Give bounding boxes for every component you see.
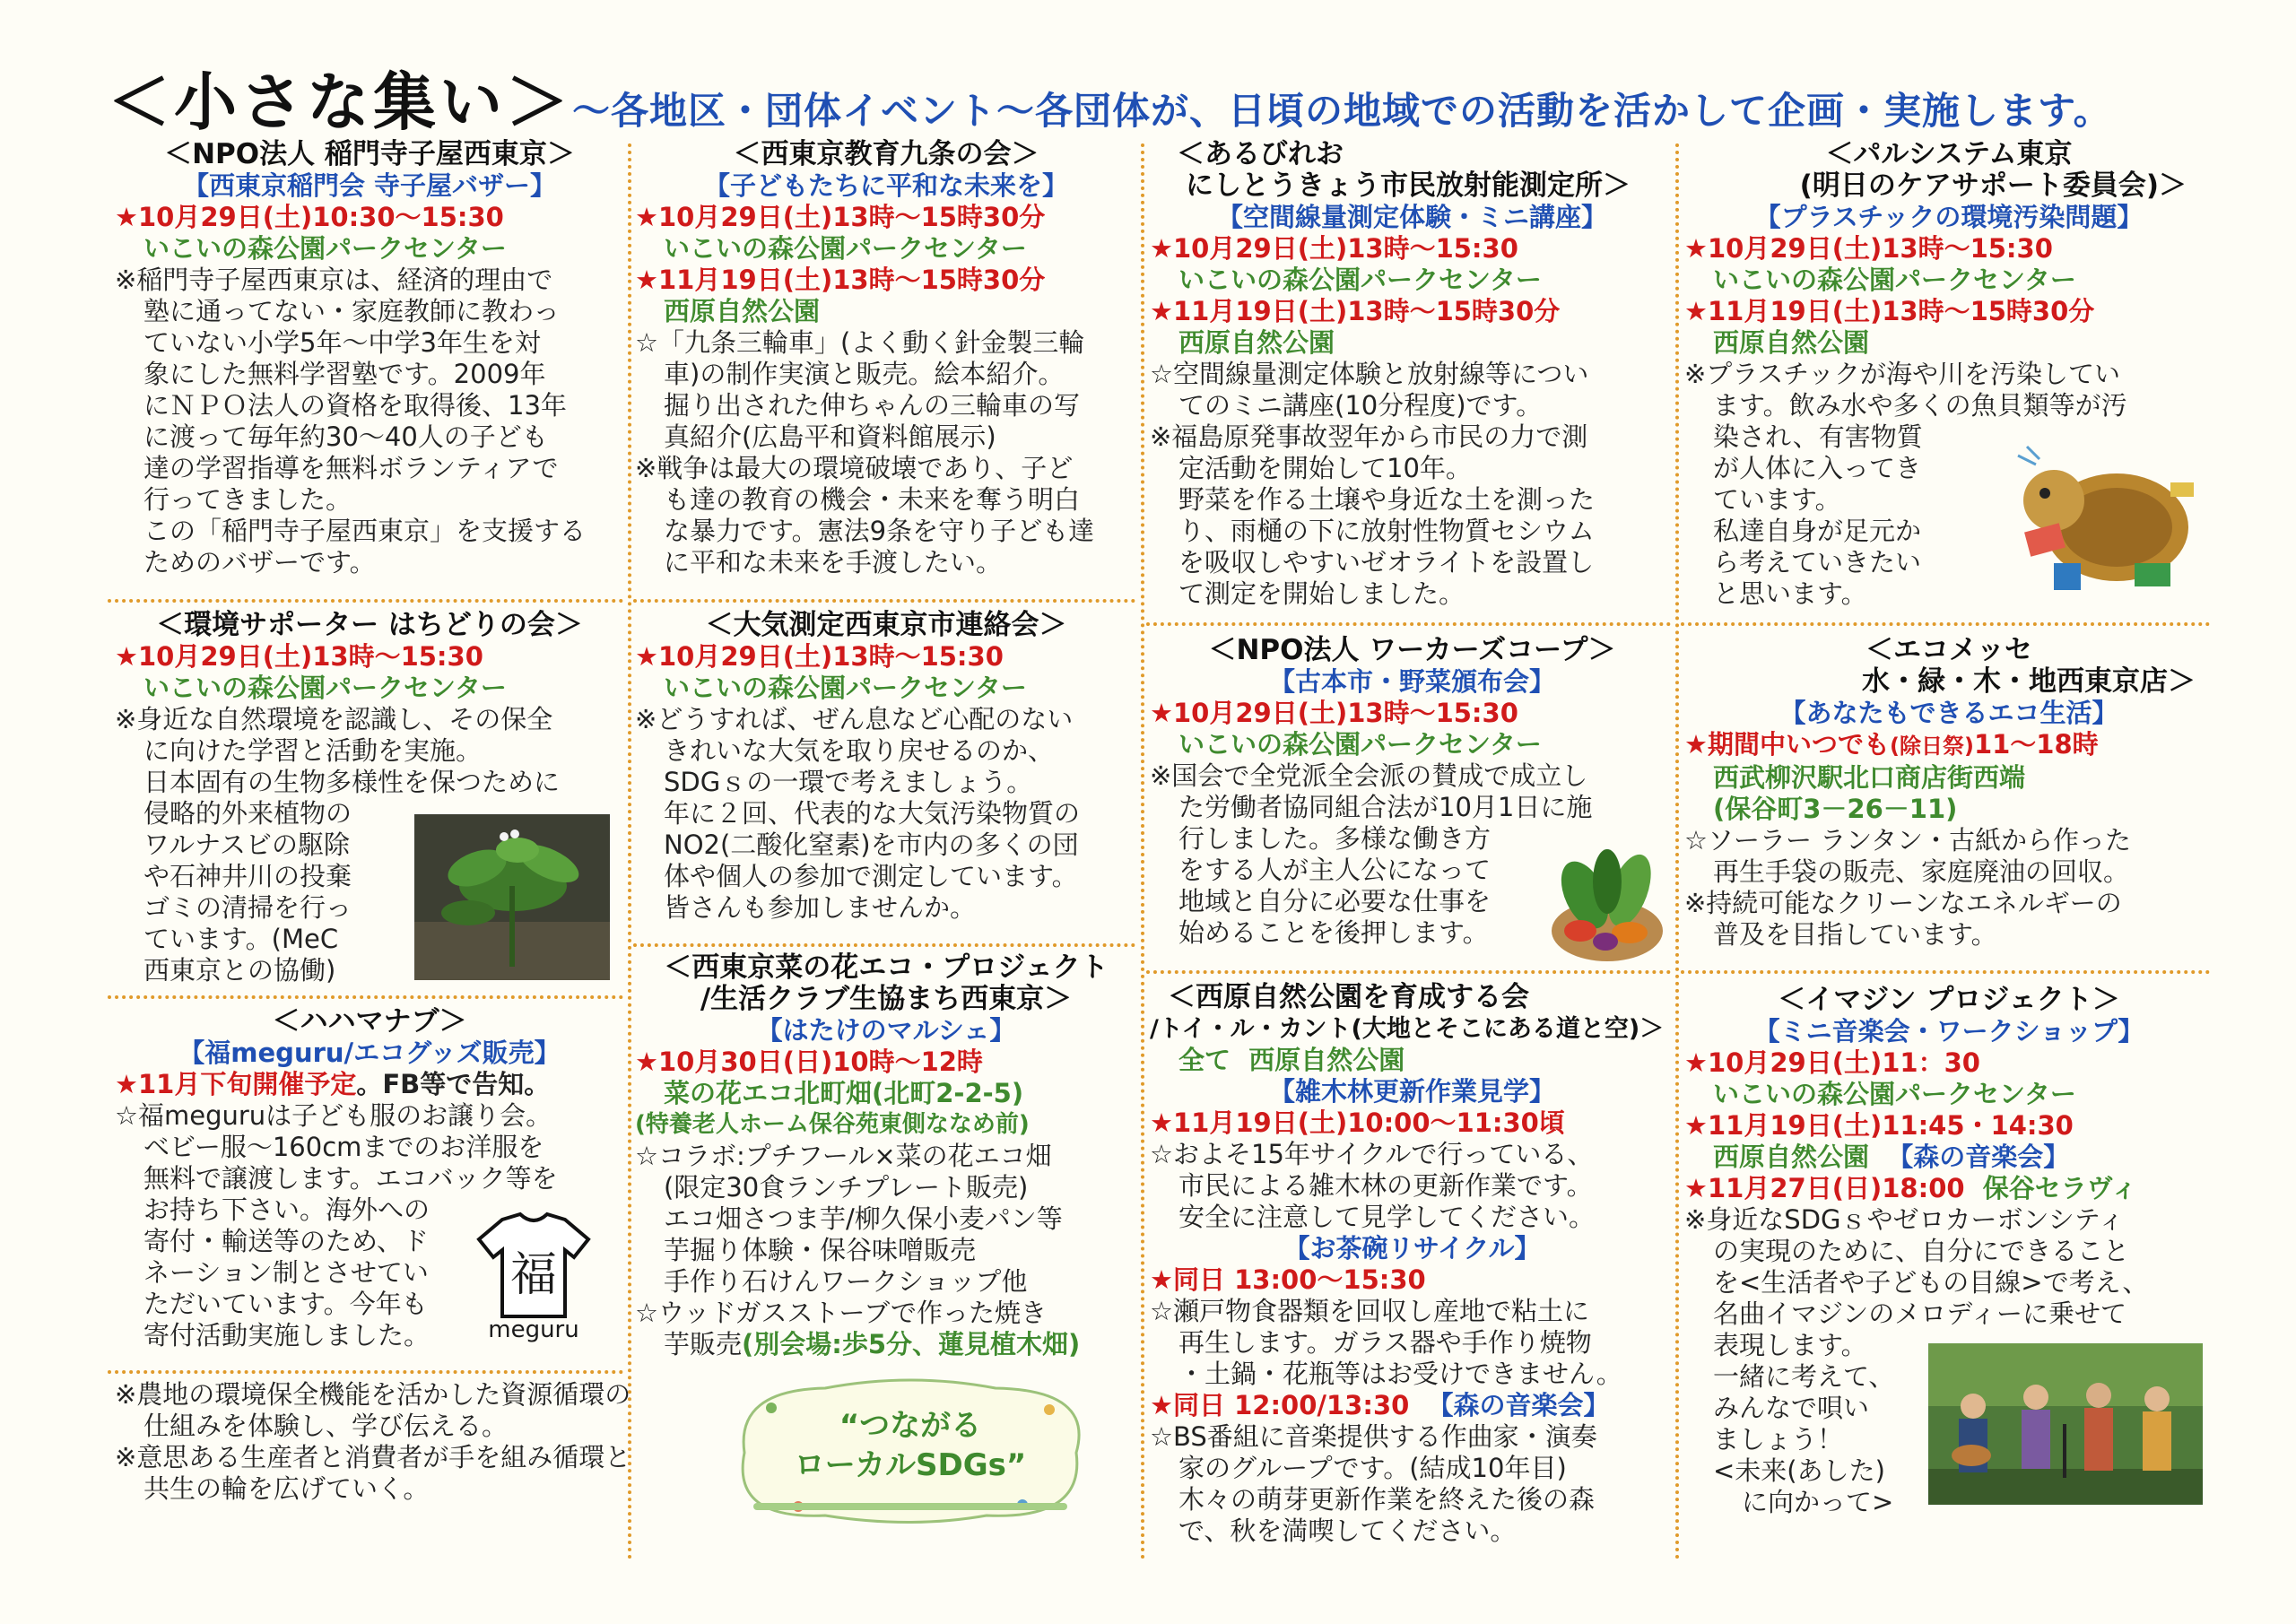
description-line: ワルナスビの駆除 <box>144 829 350 860</box>
page-header <box>108 52 2260 139</box>
event-date: ★11月19日(土)13時～15時30分 <box>1684 296 2095 326</box>
description-line: 年に２回、代表的な大気汚染物質の <box>664 798 1081 829</box>
description-line: 普及を目指しています。 <box>1713 919 1997 950</box>
description-line: ☆空間線量測定体験と放射線等につい <box>1150 359 1589 389</box>
event-date-exception: (除日祭) <box>1890 734 1974 759</box>
description-line: (限定30食ランチプレート販売) <box>664 1172 1029 1203</box>
description-line: 達の学習指導を無料ボランティアで <box>144 453 559 483</box>
all-venue <box>1150 1045 1674 1076</box>
description-line: 野菜を作る土壌や身近な土を測った <box>1178 484 1596 515</box>
description-line: の実現のために、自分にできること <box>1713 1236 2130 1266</box>
event-taiki <box>635 610 1137 924</box>
description-line: も達の教育の機会・未来を奪う明白 <box>664 484 1081 515</box>
description-line: ※農地の環境保全機能を活かした資源循環の <box>115 1379 631 1410</box>
description-line: な暴力です。憲法9条を守り子ども達 <box>664 516 1095 546</box>
description-line: ☆「九条三輪車」(よく動く針金製三輪 <box>635 327 1085 358</box>
description-line: 定活動を開始して10年。 <box>1178 453 1472 483</box>
event-venue: いこいの森公園パークセンター <box>144 233 507 264</box>
event-title-line2: 水・緑・木・地西東京店＞ <box>1862 665 2196 698</box>
description-line: や石神井川の投棄 <box>144 861 352 891</box>
description-line: ☆瀬戸物食器類を回収し産地で粘土に <box>1150 1296 1589 1326</box>
event-title: ＜環境サポーター はちどりの会＞ <box>156 609 583 641</box>
description-line: ・土鍋・花瓶等はお受けできません。 <box>1178 1359 1622 1389</box>
description-line: 染され、有害物質 <box>1713 421 1923 452</box>
event-date: ★10月29日(土)13時～15:30 <box>1150 233 1518 264</box>
description-line: を<生活者や子どもの目線>で考え、 <box>1713 1267 2149 1298</box>
description-line: 体や個人の参加で測定しています。 <box>664 861 1078 891</box>
description-line: に向かって> <box>1742 1487 1894 1517</box>
divider <box>633 943 1135 947</box>
description-line: ☆コラボ:プチフール×菜の花エコ畑 <box>635 1141 1052 1171</box>
event-venue-address: (保谷町3－26－11) <box>1713 794 1958 824</box>
event-date: ★10月29日(土)13時～15:30 <box>115 641 483 672</box>
description-line: 無料で譲渡します。エコバック等を <box>144 1163 558 1194</box>
description-line: ます。飲み水や多くの魚貝類等が汚 <box>1713 390 2127 421</box>
event-title-line2: /トイ・ル・カント(大地とそこにある道と空)＞ <box>1150 1015 1665 1043</box>
event-subtitle: 【森の音楽会】 <box>1427 1390 1610 1420</box>
event-venue-note: (特養老人ホーム保谷苑東側ななめ前) <box>635 1111 1030 1138</box>
divider <box>1141 143 1144 1560</box>
description-line: ただいています。今年も <box>144 1289 428 1319</box>
event-subtitle: 【空間線量測定体験・ミニ講座】 <box>1216 202 1607 232</box>
description-line: お持ち下さい。海外への <box>144 1194 430 1225</box>
event-date <box>1684 1173 2213 1204</box>
event-subtitle: 【西東京稲門会 寺子屋バザー】 <box>182 170 557 201</box>
event-subtitle: 【お茶碗リサイクル】 <box>1283 1233 1541 1264</box>
event-arubireo <box>1150 139 1674 610</box>
event-ecomesse <box>1684 635 2213 951</box>
all-venue-name: 西原自然公園 <box>1248 1045 1405 1075</box>
description-line: 西東京との協働) <box>144 955 336 986</box>
badge-text: “つながる ローカルSDGs” <box>794 1408 1027 1483</box>
event-subtitle: 【森の音楽会】 <box>1887 1142 2070 1172</box>
event-title: ＜ハハマナブ＞ <box>272 1005 467 1038</box>
event-date-label: ★同日 12:00/13:30 <box>1150 1390 1410 1420</box>
event-date: ★11月19日(土)10:00～11:30頃 <box>1150 1107 1565 1138</box>
event-title-line2: /生活クラブ生協まち西東京＞ <box>700 983 1073 1015</box>
divider <box>108 599 623 603</box>
event-date: ★10月29日(土)11：30 <box>1684 1047 1980 1078</box>
description-line: みんなで唄い <box>1713 1393 1870 1423</box>
event-date-hours: 11～18時 <box>1973 729 2099 760</box>
description-line: ベビー服～160cmまでのお洋服を <box>144 1132 544 1162</box>
description-line: 皆さんも参加しませんか。 <box>664 892 977 923</box>
description-line: 行しました。多様な働き方 <box>1178 823 1492 854</box>
event-date-note: 。FB等で告知。 <box>356 1069 551 1099</box>
event-date: ★同日 13:00～15:30 <box>1150 1264 1426 1295</box>
event-date: ★10月29日(土)10:30～15:30 <box>115 202 504 232</box>
event-subtitle: 【子どもたちに平和な未来を】 <box>703 170 1068 201</box>
description-line: 再生します。ガラス器や手作り焼物 <box>1178 1327 1592 1358</box>
event-venue: いこいの森公園パークセンター <box>664 673 1027 703</box>
bottom-note <box>115 1379 631 1505</box>
event-date-label: ★期間中いつでも <box>1684 729 1890 760</box>
description-line: に平和な未来を手渡したい。 <box>664 547 1003 578</box>
description-line: 仕組みを体験し、学び伝える。 <box>144 1411 509 1441</box>
event-date: ★10月29日(土)13時～15:30 <box>635 641 1004 672</box>
divider <box>1681 970 2210 974</box>
event-title: ＜大気測定西東京市連絡会＞ <box>705 609 1067 641</box>
description-line: この「稲門寺子屋西東京」を支援する <box>144 516 587 546</box>
description-line: ※どうすれば、ぜん息など心配のない <box>635 704 1074 734</box>
event-subtitle: 【雑木林更新作業見学】 <box>1268 1076 1555 1107</box>
event-date-label: ★11月下旬開催予定 <box>115 1069 357 1099</box>
event-venue: 西原自然公園 <box>1178 327 1335 358</box>
description-line: 名曲イマジンのメロディーに乗せて <box>1713 1298 2126 1329</box>
description-line: にＮＰＯ法人の資格を取得後、13年 <box>144 390 567 421</box>
description-line: ☆ソーラー ランタン・古紙から作った <box>1684 825 2132 855</box>
event-date: ★10月29日(土)13時～15:30 <box>1150 698 1518 728</box>
description-line: 芋掘り体験・保谷味噌販売 <box>664 1235 977 1265</box>
description-line: ためのバザーです。 <box>144 547 376 578</box>
event-venue-name: 西原自然公園 <box>1713 1142 1870 1172</box>
event-title: ＜NPO法人 稲門寺子屋西東京＞ <box>164 138 575 170</box>
description-line: り、雨樋の下に放射性物質セシウム <box>1178 516 1595 546</box>
divider <box>1675 143 1679 1560</box>
description-line: 再生手袋の販売、家庭廃油の回収。 <box>1713 856 2130 887</box>
event-title: ＜NPO法人 ワーカーズコープ＞ <box>1208 634 1616 666</box>
local-sdgs-badge <box>718 1372 1103 1529</box>
event-title: ＜西原自然公園を育成する会 <box>1168 981 1529 1013</box>
event-venue: いこいの森公園パークセンター <box>1178 729 1542 760</box>
event-title: ＜西東京教育九条の会＞ <box>733 138 1039 170</box>
event-subtitle: 【あなたもできるエコ生活】 <box>1779 698 2118 728</box>
description-line: に渡って毎年約30～40人の子ども <box>144 421 548 452</box>
description-line: ☆およそ15年サイクルで行っている、 <box>1150 1139 1594 1169</box>
description-line: エコ畑さつま芋/柳久保小麦パン等 <box>664 1203 1063 1234</box>
description-line: ☆福meguruは子ども服のお譲り会。 <box>115 1100 552 1131</box>
description-line: ※稲門寺子屋西東京は、経済的理由で <box>115 265 553 295</box>
description-line: 寄付・輸送等のため、ド <box>144 1226 429 1256</box>
description-line: ※意思ある生産者と消費者が手を組み循環と <box>115 1442 631 1472</box>
event-subtitle: 【ミニ音楽会・ワークショップ】 <box>1753 1016 2144 1046</box>
event-nanohana <box>635 952 1137 1360</box>
description-line: た労働者協同組合法が10月1日に施 <box>1178 792 1593 822</box>
description-line: ※プラスチックが海や川を汚染してい <box>1684 359 2120 389</box>
event-date: ★11月19日(土)13時～15時30分 <box>1150 296 1561 326</box>
event-venue: いこいの森公園パークセンター <box>664 233 1027 264</box>
description-line: 市民による雑木林の更新作業です。 <box>1178 1170 1593 1201</box>
description-line: をする人が主人公になって <box>1178 855 1492 885</box>
event-kyujo <box>635 139 1137 578</box>
description-line: ※福島原発事故翌年から市民の力で測 <box>1150 421 1588 452</box>
event-venue: いこいの森公園パークセンター <box>144 673 507 703</box>
description-line: てのミニ講座(10分程度)です。 <box>1178 390 1543 421</box>
description-line: 車)の制作実演と販売。絵本紹介。 <box>664 359 1065 389</box>
description-line: 一緒に考えて、 <box>1713 1361 1895 1392</box>
vegetables-illustration <box>1544 841 1670 967</box>
description-line: 掘り出された伸ちゃんの三輪車の写 <box>664 390 1081 421</box>
event-venue: いこいの森公園パークセンター <box>1713 1079 2076 1109</box>
event-title: ＜イマジン プロジェクト＞ <box>1778 984 2120 1016</box>
event-title: ＜西東京菜の花エコ・プロジェクト <box>664 951 1109 984</box>
event-title: ＜あるびれお <box>1177 138 1344 170</box>
description-line: で、秋を満喫してください。 <box>1178 1515 1517 1546</box>
description-line: ら考えていきたい <box>1713 547 1922 578</box>
divider <box>1146 622 1671 626</box>
event-subtitle: 【はたけのマルシェ】 <box>756 1015 1016 1046</box>
description-line: SDGｓの一環で考えましょう。 <box>664 767 1033 797</box>
description-line: 私達自身が足元か <box>1713 516 1922 546</box>
description-line: ています。 <box>1713 484 1841 515</box>
description-line: 日本固有の生物多様性を保つために <box>144 767 561 797</box>
event-venue: いこいの森公園パークセンター <box>1713 265 2076 295</box>
description-line: 地域と自分に必要な仕事を <box>1178 886 1492 916</box>
description-line: ※戦争は最大の環境破壊であり、子ど <box>635 453 1074 483</box>
event-date-label: ★11月27日(日) <box>1684 1173 1883 1203</box>
description-line: 寄付活動実施しました。 <box>144 1320 430 1350</box>
event-nishihara <box>1150 982 1674 1547</box>
description-line: と思います。 <box>1713 578 1867 609</box>
event-date: ★10月29日(土)13時～15時30分 <box>635 202 1046 232</box>
event-date <box>115 1069 624 1100</box>
page-title: ＜小さな集い＞ <box>108 65 572 139</box>
event-title: ＜パルシステム東京 <box>1825 138 2073 170</box>
event-date: ★10月30日(日)10時～12時 <box>635 1046 983 1077</box>
band-photo <box>1928 1343 2203 1505</box>
description-line: ていない小学5年～中学3年生を対 <box>144 327 541 358</box>
description-line: <未来(あした) <box>1713 1455 1885 1486</box>
divider <box>1681 622 2210 626</box>
description-line: 侵略的外来植物の <box>144 798 352 829</box>
description-line: 象にした無料学習塾です。2009年 <box>144 359 546 389</box>
event-venue: 西武柳沢駅北口商店街西端 <box>1713 762 2026 793</box>
event-subtitle: 【古本市・野菜頒布会】 <box>1268 666 1555 697</box>
description-line: NO2(二酸化窒素)を市内の多くの団 <box>664 829 1079 860</box>
turtle-plastic-illustration <box>2000 429 2208 608</box>
event-venue-name: 保谷セラヴィ <box>1982 1173 2138 1203</box>
event-date: ★10月29日(土)13時～15:30 <box>1684 233 2053 264</box>
description-text: 芋販売 <box>664 1329 743 1359</box>
event-venue: いこいの森公園パークセンター <box>1178 265 1542 295</box>
sub-venue: (別会場:歩5分、蓮見植木畑) <box>742 1329 1081 1359</box>
event-date <box>1684 729 2213 762</box>
description-line: 表現します。 <box>1713 1330 1867 1360</box>
plant-photo <box>414 814 610 980</box>
description-line: ☆BS番組に音楽提供する作曲家・演奏 <box>1150 1421 1597 1452</box>
event-subtitle: 【福meguru/エコグッズ販売】 <box>178 1038 561 1068</box>
event-venue <box>1684 1142 2213 1173</box>
description-line: ゴミの清掃を行っ <box>144 892 352 923</box>
event-venue: 西原自然公園 <box>1713 327 1870 358</box>
description-line: 塾に通ってない・家庭教師に教わっ <box>144 296 560 326</box>
meguru-logo-char: 福 <box>509 1248 557 1302</box>
meguru-logo <box>475 1211 592 1345</box>
meguru-logo-text: meguru <box>488 1316 579 1343</box>
description-line: 手作り石けんワークショップ他 <box>664 1266 1028 1297</box>
page-subtitle: ～各地区・団体イベント～各団体が、日頃の地域での活動を活かして企画・実施します。 <box>572 89 2112 133</box>
description-line: 木々の萌芽更新作業を終えた後の森 <box>1178 1484 1596 1515</box>
divider <box>1146 970 1671 974</box>
description-line: ※持続可能なクリーンなエネルギーの <box>1684 888 2122 918</box>
all-label: 全て <box>1178 1045 1231 1075</box>
event-terakoya <box>115 139 624 578</box>
description-line: を吸収しやすいゼオライトを設置し <box>1178 547 1595 578</box>
description-line: が人体に入ってき <box>1713 453 1922 483</box>
event-date: ★11月19日(土)13時～15時30分 <box>635 265 1046 295</box>
event-subtitle: 【プラスチックの環境汚染問題】 <box>1754 202 2144 232</box>
description-line: ※国会で全党派全会派の賛成で成立し <box>1150 760 1588 791</box>
event-title-line2: (明日のケアサポート委員会)＞ <box>1799 169 2187 202</box>
description-line: 始めることを後押します。 <box>1178 917 1489 948</box>
description-line: て測定を開始しました。 <box>1178 578 1465 609</box>
description-line: ※身近な自然環境を認識し、その保全 <box>115 704 553 734</box>
divider <box>108 1370 623 1374</box>
description-line: 真紹介(広島平和資料館展示) <box>664 421 996 452</box>
description-line: ☆ウッドガスストーブで作った焼き <box>635 1298 1047 1328</box>
description-line: ましょう！ <box>1713 1424 1844 1455</box>
description-line: 行ってきました。 <box>144 484 352 515</box>
event-date <box>1150 1390 1674 1421</box>
description-line: ネーション制とさせてい <box>144 1257 429 1288</box>
description-line: 家のグループです。(結成10年目) <box>1178 1453 1567 1483</box>
description-line: きれいな大気を取り戻せるのか、 <box>664 735 1055 766</box>
description-line: ています。(MeC <box>144 924 339 954</box>
divider <box>633 599 1135 603</box>
description-line: ※身近なSDGｓやゼロカーボンシティ <box>1684 1204 2125 1235</box>
description-line: 共生の輪を広げていく。 <box>144 1473 430 1504</box>
description-line <box>635 1329 1137 1360</box>
description-line: に向けた学習と活動を実施。 <box>144 735 483 766</box>
divider <box>628 143 631 1560</box>
divider <box>108 995 623 999</box>
description-line: 安全に注意して見学してください。 <box>1178 1202 1596 1232</box>
event-venue: 西原自然公園 <box>664 296 821 326</box>
event-title-line2: にしとうきょう市民放射能測定所＞ <box>1186 169 1631 202</box>
event-venue: 菜の花エコ北町畑(北町2-2-5) <box>664 1078 1024 1108</box>
event-date: ★11月19日(土)11:45・14:30 <box>1684 1110 2074 1141</box>
event-title: ＜エコメッセ <box>1866 634 2032 666</box>
event-time: 18:00 <box>1882 1173 1965 1203</box>
